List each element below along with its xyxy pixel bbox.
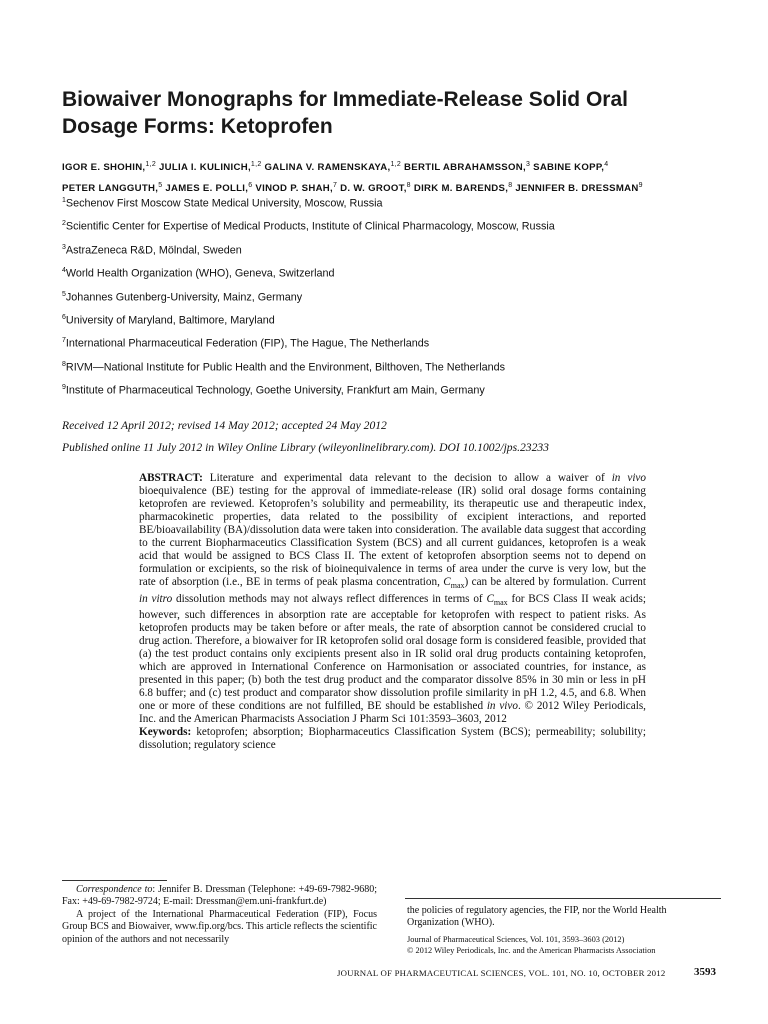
running-footer: JOURNAL OF PHARMACEUTICAL SCIENCES, VOL. 101, NO. 10, OCTOBER 2012 bbox=[337, 968, 666, 978]
affiliation: $^6$University of Maryland, Baltimore, Maryland bbox=[62, 313, 275, 327]
author-line bbox=[62, 156, 712, 177]
affiliation: $^7$International Pharmaceutical Federation (FIP), The Hague, The Netherlands bbox=[62, 337, 430, 350]
correspondence-note: Correspondence to: Jennifer B. Dressman (Telephone: +49-69-7982-9680; Fax: +49-69-7982-9724; E-mail: Dressman@em.uni-frankfurt.de) bbox=[62, 884, 377, 908]
author-list bbox=[62, 156, 712, 198]
affiliation: $^3$AstraZeneca R&D, Mölndal, Sweden bbox=[62, 243, 242, 257]
keywords: Keywords: ketoprofen; absorption; Biopharmaceutics Classification System (BCS); permeability; solubility; dissolution; regulatory science bbox=[139, 726, 646, 752]
page-number: 3593 bbox=[694, 966, 716, 978]
abstract-label: ABSTRACT: bbox=[139, 472, 203, 484]
author: GALINA V. RAMENSKAYA,$^{1,2}$ bbox=[264, 161, 402, 174]
author: IGOR E. SHOHIN,$^{1,2}$ bbox=[62, 161, 157, 174]
author: JAMES E. POLLI,$^6$ bbox=[165, 182, 253, 195]
affiliation: $^8$RIVM—National Institute for Public Health and the Environment, Bilthoven, The Netherlands bbox=[62, 360, 506, 374]
affiliation-list bbox=[62, 194, 722, 405]
author: BERTIL ABRAHAMSSON,$^3$ bbox=[404, 161, 531, 174]
author: JENNIFER B. DRESSMAN$^9$ bbox=[515, 182, 643, 195]
footnote-left bbox=[62, 884, 377, 946]
abstract-text: ABSTRACT: Literature and experimental data relevant to the decision to allow a waiver of in vivo bioequivalence (BE) testing for the approval of immediate-release (IR) solid oral dosage forms containing ketoprofen are reviewed. Ketoprofen’s solubility and permeability, its therapeutic use and therapeutic index, pharmacokinetic properties, data related to the possibility of excipient interactions, and reported BE/bioavailability (BA)/dissolution data were taken into consideration. The available data suggest that according to the current Biopharmaceutics Classification System (BCS) and all current guidances, ketoprofen is a weak acid that would be assigned to BCS Class II. The extent of ketoprofen absorption seems not to depend on formulation or excipients, so the risk of bioinequivalence in terms of area under the curve is very low, but the rate of absorption (i.e., BE in terms of peak plasma concentration, $C_{max}$) can be altered by formulation. Current in vitro dissolution methods may not always reflect differences in terms of $C_{max}$ for BCS Class II weak acids; however, such differences in absorption rate are acceptable for ketoprofen with respect to patient risks. As ketoprofen products may be taken before or after meals, the rate of absorption cannot be considered crucial to drug action. Therefore, a biowaiver for IR ketoprofen solid oral dosage form is considered feasible, provided that (a) the test product contains only excipients present also in IR solid oral drug products containing ketoprofen, which are approved in International Conference on Harmonisation or associated countries, for instance, as presented in this paper; (b) both the test drug product and the comparator dissolve 85% in 30 min or less in pH 6.8 buffer; and (c) test product and comparator show dissolution profile similarity in pH 1.2, 4.5, and 6.8. When one or more of these conditions are not fulfilled, BE should be established in vivo. © 2012 Wiley Periodicals, Inc. and the American Pharmacists Association J Pharm Sci 101:3593–3603, 2012 bbox=[139, 472, 646, 726]
author: SABINE KOPP,$^4$ bbox=[533, 161, 609, 174]
footnote-divider bbox=[62, 880, 167, 881]
affiliation: $^9$Institute of Pharmaceutical Technology, Goethe University, Frankfurt am Main, Germany bbox=[62, 384, 485, 397]
article-title: Biowaiver Monographs for Immediate-Release Solid Oral Dosage Forms: Ketoprofen bbox=[62, 88, 628, 138]
abstract bbox=[139, 472, 646, 752]
footnote-divider bbox=[405, 898, 721, 899]
author: D. W. GROOT,$^8$ bbox=[340, 182, 411, 195]
affiliation: $^4$World Health Organization (WHO), Geneva, Switzerland bbox=[62, 267, 335, 280]
footnote-continued: the policies of regulatory agencies, the FIP, nor the World Health Organization (WHO). bbox=[407, 905, 667, 929]
publication-dates bbox=[62, 415, 722, 459]
author: DIRK M. BARENDS,$^8$ bbox=[413, 182, 513, 195]
affiliation: $^1$Sechenov First Moscow State Medical University, Moscow, Russia bbox=[62, 197, 383, 210]
journal-citation: Journal of Pharmaceutical Sciences, Vol. 101, 3593–3603 (2012) © 2012 Wiley Periodicals, Inc. and the American Pharmacists Association bbox=[407, 935, 656, 956]
affiliation: $^5$Johannes Gutenberg-University, Mainz, Germany bbox=[62, 290, 303, 304]
author: VINOD P. SHAH,$^7$ bbox=[255, 182, 338, 195]
affiliation: $^2$Scientific Center for Expertise of Medical Products, Institute of Clinical Pharmacology, Moscow, Russia bbox=[62, 220, 555, 233]
project-note: A project of the International Pharmaceutical Federation (FIP), Focus Group BCS and Biowaiver, www.fip.org/bcs. This article reflects the scientific opinion of the authors and not necessarily bbox=[62, 908, 377, 945]
author: JULIA I. KULINICH,$^{1,2}$ bbox=[159, 161, 262, 174]
author: PETER LANGGUTH,$^5$ bbox=[62, 182, 163, 195]
keywords-label: Keywords: bbox=[139, 726, 192, 739]
received-dates: Received 12 April 2012; revised 14 May 2012; accepted 24 May 2012 bbox=[62, 419, 387, 432]
published-online: Published online 11 July 2012 in Wiley Online Library (wileyonlinelibrary.com). DOI 10.1002/jps.23233 bbox=[62, 441, 549, 454]
